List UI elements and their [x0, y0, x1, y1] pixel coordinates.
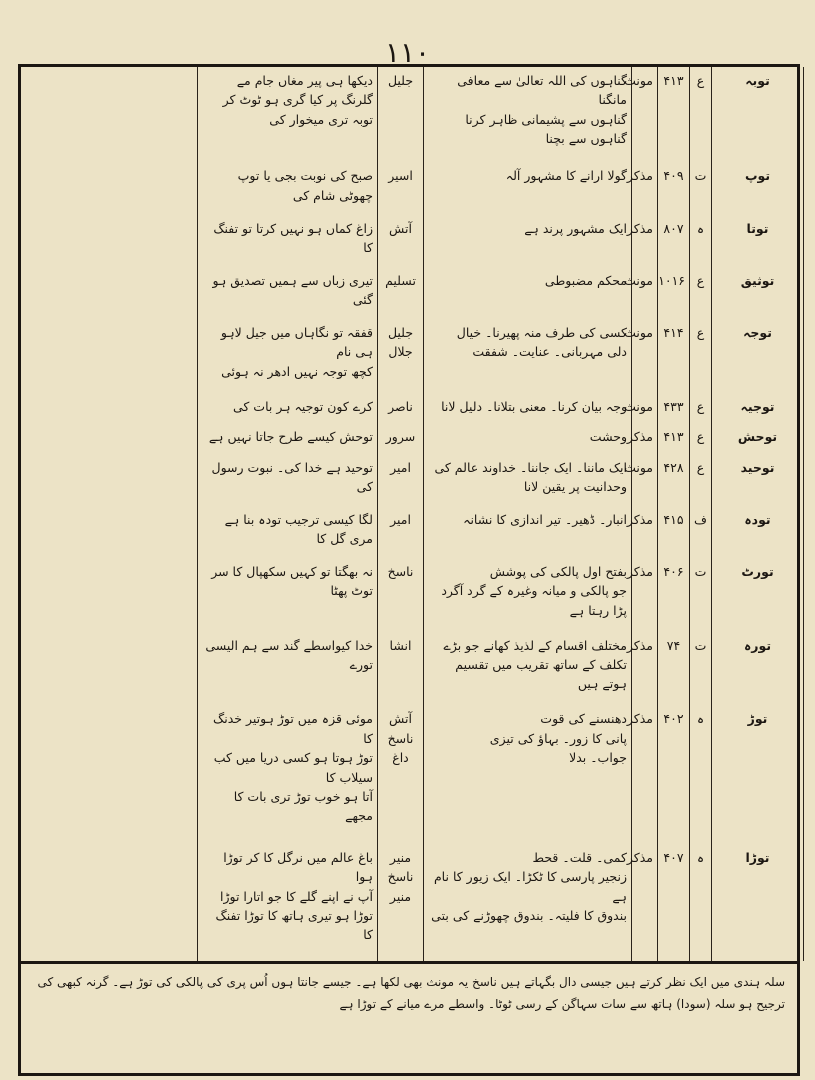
entry-word: توحش	[712, 423, 804, 454]
entry-number: ۷۴	[658, 632, 690, 706]
entry-gender: مذکر	[632, 558, 658, 632]
entry-verse-line: آپ نے اپنے گلے کا جو اتارا توڑا	[220, 888, 373, 904]
entry-meanings	[424, 423, 632, 454]
entry-word: تورہ	[712, 632, 804, 706]
entry-meaning-line: گناہوں کی اللہ تعالیٰ سے معافی مانگنا	[457, 73, 627, 108]
dictionary-table	[21, 67, 804, 961]
entry-verse-line: دیکھا ہی پیر مغاں جام مے گلرنگ پر کیا گری ہو ٹوٹ کر توبہ تری میخوار کی	[222, 73, 373, 127]
entry-verses	[198, 267, 378, 319]
entry-verses	[198, 423, 378, 454]
entry-word: توڑ	[712, 705, 804, 844]
entry-meaning-line: گولا ارانے کا مشہور آلہ	[505, 168, 627, 184]
entry-number: ۴۰۲	[658, 705, 690, 844]
entry-meaning-line: وجہ بیان کرنا۔ معنی بتلانا۔ دلیل لانا	[441, 398, 627, 414]
entry-meanings	[424, 319, 632, 393]
entry-gender: مونث	[632, 267, 658, 319]
entry-verse-line: صبح کی نوبت بجی یا توپ چھوٹی شام کی	[237, 168, 373, 203]
entry-meaning-line: جواب۔ بدلا	[569, 750, 627, 766]
entry-word: توجیہ	[712, 393, 804, 424]
entry-gender: مذکر	[632, 632, 658, 706]
entry-word: تورٹ	[712, 558, 804, 632]
entry-origin: ت	[690, 162, 712, 214]
entry-number: ۱۰۱۶	[658, 267, 690, 319]
entry-meaning-line: زنجیر پارسی کا ٹکڑا۔ ایک زیور کا نام ہے	[433, 869, 627, 904]
entry-meaning-line: ایک ماننا۔ ایک جاننا۔ خداوند عالم کی وحدانیت پر یقین لانا	[434, 459, 627, 494]
entry-verse-line: توحید ہے خدا کی۔ نبوت رسول کی	[211, 459, 373, 494]
entry-meaning-line: دھنسنے کی قوت	[540, 711, 627, 727]
entry-number: ۴۱۳	[658, 423, 690, 454]
entry-poet-name: منیر	[389, 888, 412, 904]
entry-word: توبہ	[712, 67, 804, 162]
entry-verse-line: توڑ ہوتا ہو کسی دریا میں کب سیلاب کا	[213, 750, 373, 785]
entry-meaning-line: محکم مضبوطی	[544, 272, 627, 288]
entry-word: توپ	[712, 162, 804, 214]
entry-meanings	[424, 844, 632, 961]
dictionary-entry-row	[22, 162, 804, 214]
entry-origin: ع	[690, 393, 712, 424]
entry-meaning-line: گناہوں سے بچنا	[545, 131, 627, 147]
footnote-1: سلہ ہندی میں ایک نظر کرتے ہیں جیسی دال بگہاتے ہیں ناسخ یہ مونث بھی لکھا ہے۔ جیسے جانتا ہوں اُس پری کی پالکی کی توڑ ہے۔ گرنہ کبھی کی	[37, 975, 785, 989]
entry-origin: ت	[690, 558, 712, 632]
entry-poets	[378, 705, 424, 844]
entry-number: ۴۰۷	[658, 844, 690, 961]
entry-meanings	[424, 705, 632, 844]
entry-poets	[378, 215, 424, 267]
entry-verses	[198, 393, 378, 424]
entry-meaning-line: کسی کی طرف منہ پھیرنا۔ خیال	[456, 324, 627, 340]
entry-poets	[378, 319, 424, 393]
entry-verses	[198, 162, 378, 214]
entry-verse-line: موئی قزہ میں توڑ ہوتیر خدنگ کا	[213, 711, 373, 746]
entry-gender: مونث	[632, 393, 658, 424]
entry-meanings	[424, 632, 632, 706]
entry-poet-name: جلیل	[387, 324, 414, 340]
dictionary-entry-row	[22, 632, 804, 706]
entry-origin: ہ	[690, 215, 712, 267]
entry-verses	[198, 844, 378, 961]
entry-poet-name: امیر	[390, 459, 411, 475]
entry-verse-line: آتا ہو خوب توڑ تری بات کا مجھے	[233, 788, 373, 824]
entry-poet-name: امیر	[390, 511, 411, 527]
entry-verses	[198, 632, 378, 706]
entry-word: توڑا	[712, 844, 804, 961]
dictionary-entry-row	[22, 67, 804, 162]
entry-gender: مونث	[632, 67, 658, 162]
entry-origin: ہ	[690, 705, 712, 844]
entry-origin: ہ	[690, 844, 712, 961]
entry-meanings	[424, 67, 632, 162]
dictionary-entry-row	[22, 319, 804, 393]
entry-origin: ع	[690, 423, 712, 454]
dictionary-table-frame	[18, 64, 800, 964]
entry-meanings	[424, 454, 632, 506]
entry-origin: ت	[690, 632, 712, 706]
entry-poets	[378, 393, 424, 424]
entry-origin: ف	[690, 506, 712, 558]
entry-poet-name: ناسخ	[387, 563, 414, 579]
entry-poet-name: اسیر	[388, 168, 413, 184]
entry-verses	[198, 215, 378, 267]
entry-meaning-line: وحشت	[589, 429, 627, 445]
entry-meanings	[424, 162, 632, 214]
entry-meaning-line: بفتح اول پالکی کی پوشش	[489, 563, 627, 579]
entry-gender: مذکر	[632, 506, 658, 558]
entry-meaning-line: ایک مشہور پرند ہے	[524, 220, 627, 236]
entry-verses	[198, 454, 378, 506]
entry-verse-line: باغ عالم میں نرگل کا کر توڑا ہوا	[223, 849, 373, 885]
entry-origin: ع	[690, 67, 712, 162]
entry-word: توثیق	[712, 267, 804, 319]
entry-meaning-line: دلی مہربانی۔ عنایت۔ شفقت	[472, 344, 627, 360]
footnote-2: ترجیح ہو سلہ (سودا) ہاتھ سے سات سہاگن کے رسی ٹوٹا۔ واسطے مرے میانے کے توڑا ہے	[339, 996, 785, 1011]
entry-number: ۴۱۵	[658, 506, 690, 558]
entry-poets	[378, 454, 424, 506]
entry-poet-name: جلال	[388, 344, 413, 360]
entry-poets	[378, 423, 424, 454]
dictionary-entry-row	[22, 844, 804, 961]
entry-origin: ع	[690, 319, 712, 393]
entry-number: ۴۳۳	[658, 393, 690, 424]
entry-gender: مذکر	[632, 162, 658, 214]
entry-verse-line: تیری زباں سے ہمیں تصدیق ہو گئی	[212, 272, 373, 308]
dictionary-entry-row	[22, 454, 804, 506]
entry-verse-line: قفقہ تو نگاہاں میں جیل لاہو ہی نام	[220, 324, 373, 360]
entry-verses	[198, 558, 378, 632]
entry-word: توجہ	[712, 319, 804, 393]
entry-poet-name: آتش	[389, 220, 412, 236]
entry-verses	[198, 67, 378, 162]
entry-meaning-line: کمی۔ قلت۔ قحط	[532, 849, 627, 865]
entry-number: ۴۱۴	[658, 319, 690, 393]
entry-number: ۴۰۹	[658, 162, 690, 214]
entry-verse-line: کرے کون توجیہ ہر بات کی	[232, 398, 373, 414]
entry-poets	[378, 162, 424, 214]
dictionary-entry-row	[22, 393, 804, 424]
entry-number: ۴۰۶	[658, 558, 690, 632]
entry-verse-line: توڑا ہو تیری ہاتھ کا توڑا تفنگ کا	[215, 908, 373, 943]
entry-poet-name: سرور	[385, 429, 416, 445]
entry-verse-line: زاغ کماں ہو نہیں کرتا تو تفنگ کا	[213, 220, 373, 255]
footnotes	[18, 964, 800, 1076]
entry-poet-name: ناسخ	[387, 869, 414, 885]
entry-meanings	[424, 267, 632, 319]
entry-poet-name: ناصر	[388, 398, 413, 414]
dictionary-entry-row	[22, 267, 804, 319]
entry-origin: ع	[690, 267, 712, 319]
entry-verses	[198, 705, 378, 844]
entry-verses	[198, 319, 378, 393]
dictionary-entry-row	[22, 506, 804, 558]
entry-meaning-line: انبار۔ ڈھیر۔ تیر اندازی کا نشانہ	[463, 511, 627, 527]
entry-poet-name: جلیل	[387, 73, 414, 88]
entry-meaning-line: بندوق کا فلیتہ۔ بندوق چھوڑنے کی بتی	[431, 908, 627, 924]
entry-gender: مذکر	[632, 844, 658, 961]
entry-number: ۴۱۳	[658, 67, 690, 162]
entry-poet-name: آتش	[389, 711, 412, 727]
entry-meaning-line: جو پالکی و میانہ وغیرہ کے گرد آگرد پڑا رہتا ہے	[441, 583, 627, 618]
entry-meanings	[424, 215, 632, 267]
entry-number: ۴۲۸	[658, 454, 690, 506]
entry-meaning-line: مختلف اقسام کے لذیذ کھانے جو بڑے تکلف کے ساتھ تقریب میں تقسیم ہوتے ہیں	[443, 637, 627, 692]
entry-poets	[378, 558, 424, 632]
entry-verse-line: توحش کیسے طرح جاتا نہیں ہے	[208, 429, 373, 445]
entry-verses	[198, 506, 378, 558]
entry-word: تودہ	[712, 506, 804, 558]
entry-gender: مذکر	[632, 423, 658, 454]
entry-meanings	[424, 558, 632, 632]
entry-verse-line: لگا کیسی ترجیب تودہ بنا ہے مری گل کا	[224, 511, 373, 547]
entry-meaning-line: پانی کا زور۔ بہاؤ کی تیزی	[489, 730, 627, 746]
entry-gender: مذکر	[632, 215, 658, 267]
entry-origin: ع	[690, 454, 712, 506]
entry-word: توحید	[712, 454, 804, 506]
entry-verse-line: کچھ توجہ نہیں ادھر نہ ہوئی	[221, 363, 373, 379]
entry-gender: مونث	[632, 454, 658, 506]
dictionary-entry-row	[22, 215, 804, 267]
entry-verse-line: خدا کیواسطے گند سے ہم الیسی تورے	[205, 637, 373, 672]
entry-number: ۸۰۷	[658, 215, 690, 267]
entry-poets	[378, 67, 424, 162]
entry-meanings	[424, 506, 632, 558]
entry-word: توتا	[712, 215, 804, 267]
page-number: ۱۱۰	[384, 36, 431, 69]
entry-meaning-line: گناہوں سے پشیمانی ظاہر کرنا	[465, 111, 627, 127]
entry-poets	[378, 844, 424, 961]
entry-poet-name: ناسخ	[387, 730, 414, 746]
dictionary-entry-row	[22, 558, 804, 632]
entry-poet-name: داغ	[392, 750, 409, 766]
entry-poet-name: منیر	[389, 849, 412, 865]
entry-poets	[378, 506, 424, 558]
dictionary-entry-row	[22, 423, 804, 454]
entry-poet-name: تسلیم	[385, 272, 416, 288]
entry-gender: مونث	[632, 319, 658, 393]
entry-poets	[378, 267, 424, 319]
entry-poets	[378, 632, 424, 706]
entry-meanings	[424, 393, 632, 424]
entry-poet-name: انشا	[389, 637, 412, 653]
dictionary-entry-row	[22, 705, 804, 844]
entry-verse-line: نہ بھگتا تو کہیں سکھپال کا سر توٹ پھٹا	[211, 563, 373, 599]
entry-gender: مذکر	[632, 705, 658, 844]
